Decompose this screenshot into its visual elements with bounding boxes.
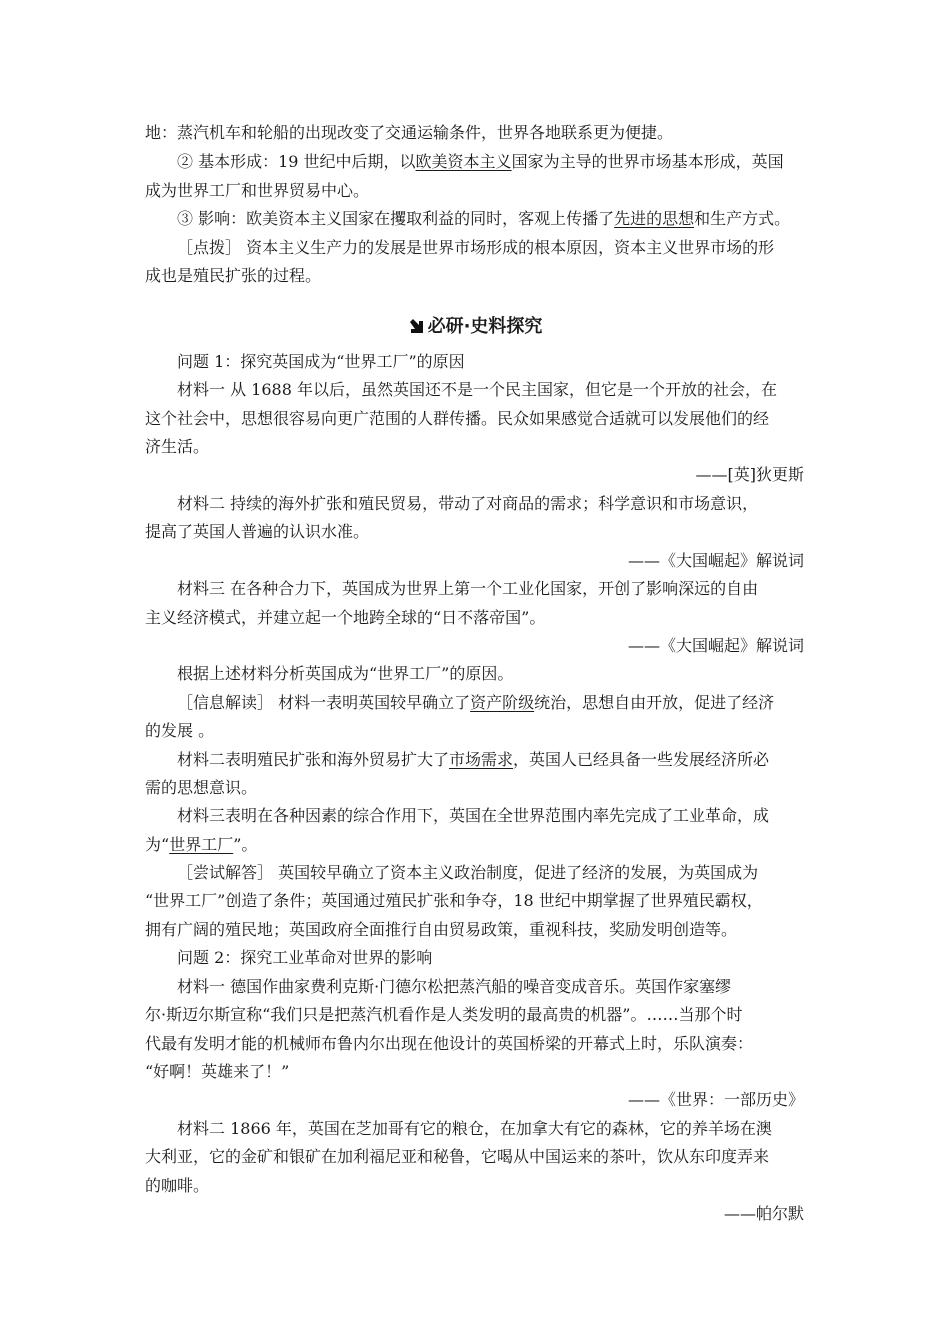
text: ② 基本形成：19 世纪中后期，以	[177, 152, 416, 171]
material-line: 济生活。	[145, 437, 210, 456]
para-line	[177, 209, 790, 229]
material-line: 提高了英国人普遍的认识水准。	[145, 522, 370, 541]
material-line: 这个社会中，思想很容易向更广范围的人群传播。民众如果感觉合适就可以发展他们的经	[145, 409, 770, 428]
underlined-answer: 欧美资本主义	[415, 152, 512, 171]
text: ③ 影响：欧美资本主义国家在攫取利益的同时，客观上传播了	[177, 209, 615, 228]
reading-line: 材料三表明在各种因素的综合作用下，英国在全世界范围内率先完成了工业革命，成	[177, 806, 770, 825]
prompt-line: 根据上述材料分析英国成为“世界工厂”的原因。	[177, 664, 514, 683]
text: 国家为主导的世界市场基本形成，英国	[511, 152, 784, 171]
material-line: 代最有发明才能的机械师布鲁内尔出现在他设计的英国桥梁的开幕式上时，乐队演奏：	[145, 1034, 754, 1053]
reading-line: 的发展 。	[145, 721, 215, 740]
underlined-answer: 先进的思想	[614, 209, 695, 228]
material-line: 的咖啡。	[145, 1176, 210, 1195]
text: 成也是殖民扩张的过程。	[145, 266, 322, 285]
para-line	[145, 181, 369, 201]
answer-line: “世界工厂”创造了条件；英国通过殖民扩张和争夺，18 世纪中期掌握了世界殖民霸权，	[145, 891, 763, 910]
material-source: ——《大国崛起》解说词	[627, 551, 804, 570]
reading-line: 需的思想意识。	[145, 778, 258, 797]
reading-line: 为“世界工厂”。	[145, 835, 258, 854]
material-line: 材料二 1866 年，英国在芝加哥有它的粮仓，在加拿大有它的森林，它的养羊场在澳	[177, 1119, 772, 1138]
question-title: 问题 1：探究英国成为“世界工厂”的原因	[177, 352, 465, 371]
underlined-answer: 资产阶级	[470, 693, 535, 712]
material-line: 大利亚，它的金矿和银矿在加利福尼亚和秘鲁，它喝从中国运来的茶叶，饮从东印度弄来	[145, 1147, 770, 1166]
material-line: 主义经济模式，并建立起一个地跨全球的“日不落帝国”。	[145, 608, 546, 627]
material-line: 材料三 在各种合力下，英国成为世界上第一个工业化国家，开创了影响深远的自由	[177, 579, 759, 598]
answer-line: ［尝试解答］ 英国较早确立了资本主义政治制度，促进了经济的发展，为英国成为	[177, 863, 759, 882]
underlined-answer: 世界工厂	[169, 835, 234, 854]
section-title: 必研·史料探究	[427, 316, 543, 337]
material-source: ——帕尔默	[723, 1204, 804, 1223]
text: 成为世界工厂和世界贸易中心。	[145, 181, 370, 200]
para-line	[145, 123, 673, 143]
material-line: 材料一 德国作曲家费利克斯·门德尔松把蒸汽船的噪音变成音乐。英国作家塞缪	[177, 977, 732, 996]
arrow-down-right-icon	[408, 318, 424, 334]
para-line	[177, 152, 784, 172]
material-source: ——《世界：一部历史》	[627, 1090, 804, 1109]
material-source: ——《大国崛起》解说词	[627, 636, 804, 655]
material-line: 材料一 从 1688 年以后，虽然英国还不是一个民主国家，但它是一个开放的社会，在	[177, 380, 777, 399]
material-line: 材料二 持续的海外扩张和殖民贸易，带动了对商品的需求；科学意识和市场意识，	[177, 494, 759, 513]
question-title: 问题 2：探究工业革命对世界的影响	[177, 948, 433, 967]
text: ［点拨］ 资本主义生产力的发展是世界市场形成的根本原因，资本主义世界市场的形	[177, 238, 775, 257]
material-line: “好啊！英雄来了！”	[145, 1062, 290, 1081]
underlined-answer: 市场需求	[449, 750, 514, 769]
material-line: 尔·斯迈尔斯宣称“我们只是把蒸汽机看作是人类发明的最高贵的机器”。……当那个时	[145, 1005, 743, 1024]
para-line	[177, 238, 774, 258]
section-heading	[0, 316, 950, 338]
reading-line: 材料二表明殖民扩张和海外贸易扩大了市场需求，英国人已经具备一些发展经济所必	[177, 750, 770, 769]
reading-line: ［信息解读］ 材料一表明英国较早确立了资产阶级统治，思想自由开放，促进了经济	[177, 693, 775, 712]
para-line	[145, 266, 321, 286]
answer-line: 拥有广阔的殖民地；英国政府全面推行自由贸易政策，重视科技，奖励发明创造等。	[145, 920, 738, 939]
text: 和生产方式。	[694, 209, 791, 228]
material-source: ——[英]狄更斯	[695, 465, 804, 484]
text: 地：蒸汽机车和轮船的出现改变了交通运输条件，世界各地联系更为便捷。	[145, 123, 674, 142]
